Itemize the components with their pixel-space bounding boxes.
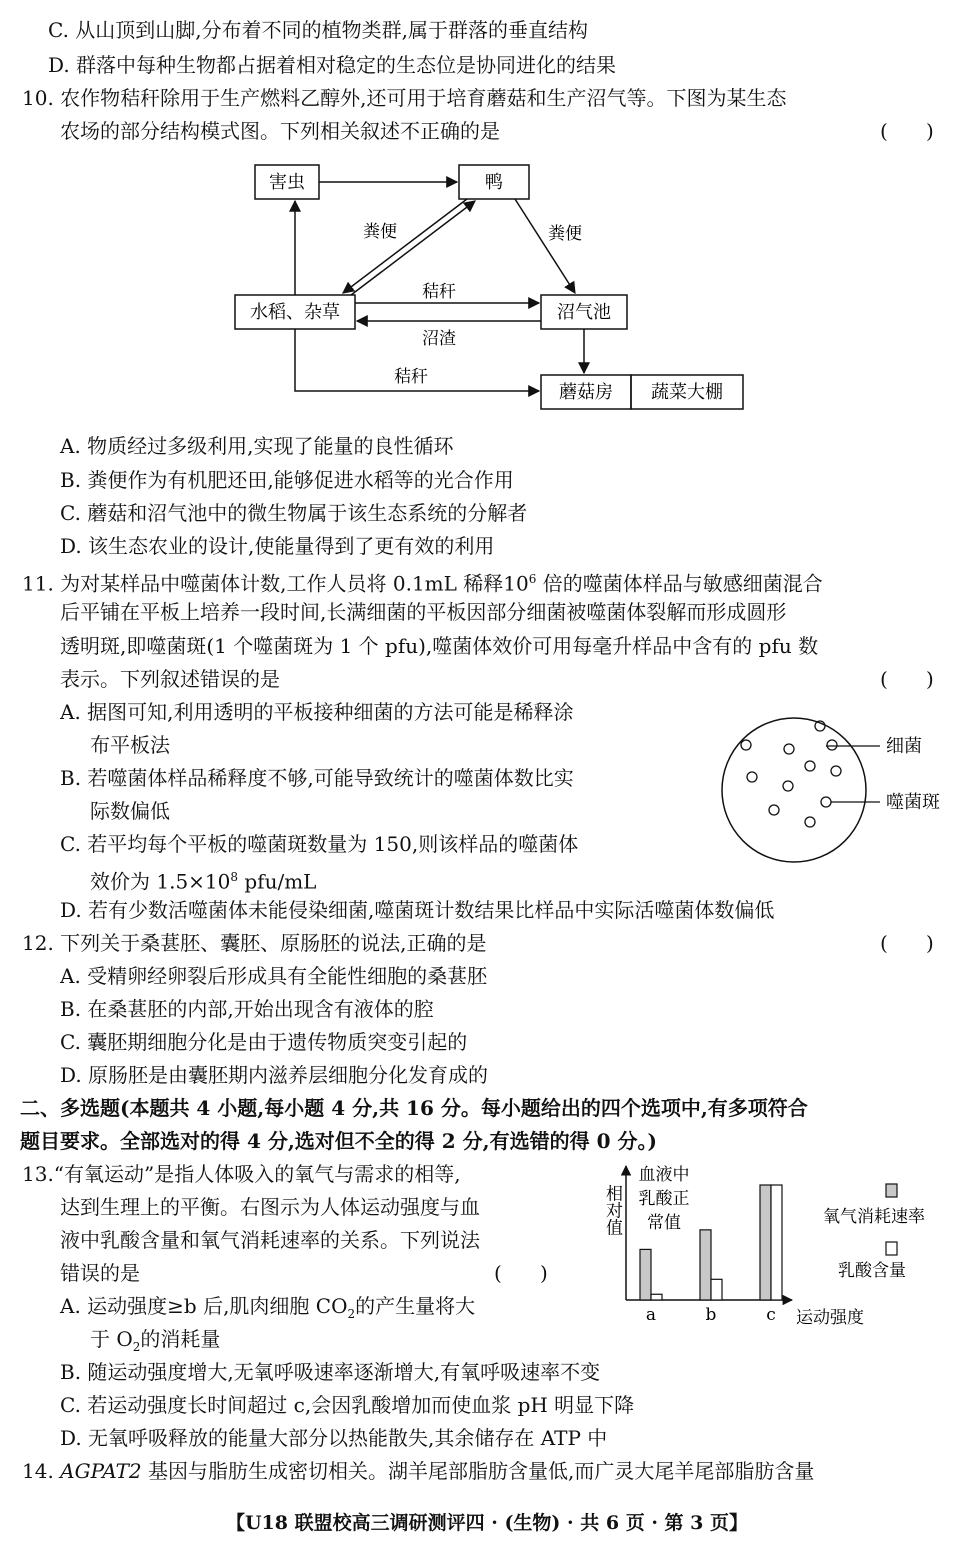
q11-option-a-line1: A. 据图可知,利用透明的平板接种细菌的方法可能是稀释涂 — [60, 700, 574, 724]
arrow-duck-biogas — [515, 199, 575, 293]
label-feces-left: 粪便 — [363, 222, 397, 242]
q11-stem-line4: 表示。下列叙述错误的是 — [60, 667, 280, 691]
label-plaque: 噬菌斑 — [886, 792, 940, 813]
q11-option-b-line2: 际数偏低 — [90, 799, 170, 823]
q13-option-a-line2: 于 $O_2$的消耗量 — [90, 1327, 221, 1354]
node-mushroom: 蘑菇房 — [559, 382, 613, 403]
bar-oxygen-c — [760, 1185, 771, 1300]
q12-answer-paren: ( ) — [880, 931, 934, 955]
q10-option-c: C. 蘑菇和沼气池中的微生物属于该生态系统的分解者 — [60, 501, 528, 525]
label-feces-right: 粪便 — [548, 224, 582, 244]
q13-option-b: B. 随运动强度增大,无氧呼吸速率逐渐增大,有氧呼吸速率不变 — [60, 1360, 601, 1384]
label-straw-top: 秸秆 — [422, 282, 456, 302]
q13-bar-chart — [592, 1160, 962, 1335]
q11-answer-paren: ( ) — [880, 667, 934, 691]
q11-plate-figure — [712, 700, 962, 880]
bar-lactate-c — [771, 1185, 782, 1300]
reference-label-line1: 血液中 — [638, 1165, 690, 1185]
q11-stem-line1: 11. 为对某样品中噬菌体计数,工作人员将 0.1mL 稀释$10^6$ 倍的噬菌体样品与敏感细菌混合 — [22, 571, 823, 596]
q10-ecosystem-diagram — [225, 155, 755, 415]
q13-stem-line4: 错误的是 — [60, 1261, 140, 1285]
q12-option-d: D. 原肠胚是由囊胚期内滋养层细胞分化发育成的 — [60, 1063, 489, 1087]
x-tick-b: b — [705, 1305, 717, 1325]
x-axis-label: 运动强度 — [796, 1308, 864, 1328]
arrow-duck-rice — [343, 199, 467, 293]
q11-option-c-line1: C. 若平均每个平板的噬菌斑数量为 150,则该样品的噬菌体 — [60, 832, 579, 856]
q11-stem-line3: 透明斑,即噬菌斑(1 个噬菌斑为 1 个 pfu),噬菌体效价可用每毫升样品中含有的 pfu 数 — [60, 634, 819, 658]
q13-stem-line2: 达到生理上的平衡。右图示为人体运动强度与血 — [60, 1195, 480, 1219]
q10-option-b: B. 粪便作为有机肥还田,能够促进水稻等的光合作用 — [60, 468, 514, 492]
q10-option-d: D. 该生态农业的设计,使能量得到了更有效的利用 — [60, 534, 495, 558]
plaque — [783, 781, 793, 791]
plaque — [747, 772, 757, 782]
bar-oxygen-a — [640, 1249, 651, 1300]
q14-stem-line1: 14. AGPAT2 基因与脂肪生成密切相关。湖羊尾部脂肪含量低,而广灵大尾羊尾部脂肪含量 — [22, 1459, 815, 1483]
q13-stem-line1: 13.“有氧运动”是指人体吸入的氧气与需求的相等, — [22, 1162, 461, 1186]
x-tick-c: c — [766, 1305, 776, 1325]
section2-header-line2: 题目要求。全部选对的得 4 分,选对但不全的得 2 分,有选错的得 0 分。) — [20, 1129, 657, 1153]
label-straw-bottom: 秸秆 — [394, 367, 428, 387]
q9-option-d: D. 群落中每种生物都占据着相对稳定的生态位是协同进化的结果 — [48, 53, 617, 77]
q11-option-b-line1: B. 若噬菌体样品稀释度不够,可能导致统计的噬菌体数比实 — [60, 766, 574, 790]
label-residue: 沼渣 — [422, 329, 456, 349]
plaque — [805, 761, 815, 771]
q10-stem-line1: 10. 农作物秸秆除用于生产燃料乙醇外,还可用于培育蘑菇和生产沼气等。下图为某生态 — [22, 86, 787, 110]
node-biogas: 沼气池 — [557, 302, 611, 323]
node-pest: 害虫 — [269, 172, 305, 193]
reference-label-line2: 乳酸正 — [638, 1189, 690, 1209]
node-greenhouse: 蔬菜大棚 — [651, 382, 723, 403]
x-tick-a: a — [645, 1305, 657, 1325]
plaque — [741, 740, 751, 750]
bar-oxygen-b — [700, 1230, 711, 1300]
q12-stem: 12. 下列关于桑葚胚、囊胚、原肠胚的说法,正确的是 — [22, 931, 487, 955]
label-bacteria: 细菌 — [886, 736, 922, 757]
legend-lactate: 乳酸含量 — [838, 1261, 906, 1281]
q10-answer-paren: ( ) — [880, 119, 934, 143]
q9-option-c: C. 从山顶到山脚,分布着不同的植物类群,属于群落的垂直结构 — [48, 18, 589, 42]
section2-header-line1: 二、多选题(本题共 4 小题,每小题 4 分,共 16 分。每小题给出的四个选项中,有多项符合 — [20, 1096, 808, 1120]
q12-option-c: C. 囊胚期细胞分化是由于遗传物质突变引起的 — [60, 1030, 468, 1054]
q12-option-b: B. 在桑葚胚的内部,开始出现含有液体的腔 — [60, 997, 434, 1021]
plaque — [821, 797, 831, 807]
q13-option-c: C. 若运动强度长时间超过 c,会因乳酸增加而使血浆 pH 明显下降 — [60, 1393, 635, 1417]
q13-option-a-line1: A. 运动强度≥b 后,肌肉细胞 $CO_2$的产生量将大 — [60, 1294, 476, 1321]
q13-answer-paren: ( ) — [494, 1261, 548, 1285]
legend-swatch-lactate — [886, 1242, 897, 1255]
bar-lactate-b — [711, 1279, 722, 1300]
node-duck: 鸭 — [485, 172, 503, 193]
petri-dish — [722, 718, 866, 862]
legend-oxygen: 氧气消耗速率 — [823, 1207, 925, 1227]
q13-stem-line3: 液中乳酸含量和氧气消耗速率的关系。下列说法 — [60, 1228, 480, 1252]
plaque — [831, 766, 841, 776]
legend-swatch-oxygen — [886, 1184, 897, 1197]
arrow-rice-duck — [351, 201, 475, 295]
q11-stem-line2: 后平铺在平板上培养一段时间,长满细菌的平板因部分细菌被噬菌体裂解而形成圆形 — [60, 600, 787, 624]
reference-label-line3: 常值 — [647, 1213, 681, 1233]
page-footer: 【U18 联盟校高三调研测评四 · (生物) · 共 6 页 · 第 3 页】 — [225, 1512, 749, 1534]
plaque — [827, 740, 837, 750]
q13-option-d: D. 无氧呼吸释放的能量大部分以热能散失,其余储存在 ATP 中 — [60, 1426, 608, 1450]
q10-option-a: A. 物质经过多级利用,实现了能量的良性循环 — [60, 434, 454, 458]
bar-lactate-a — [651, 1294, 662, 1300]
q11-option-a-line2: 布平板法 — [90, 733, 170, 757]
q11-option-c-line2: 效价为 $1.5\times 10^8$ pfu/mL — [90, 869, 317, 894]
plaque — [784, 744, 794, 754]
y-axis-label: 相对值 — [602, 1184, 622, 1236]
node-rice: 水稻、杂草 — [250, 302, 340, 323]
q12-option-a: A. 受精卵经卵裂后形成具有全能性细胞的桑葚胚 — [60, 964, 488, 988]
plaque — [769, 805, 779, 815]
plaque — [805, 817, 815, 827]
q10-stem-line2: 农场的部分结构模式图。下列相关叙述不正确的是 — [60, 119, 500, 143]
q11-option-d: D. 若有少数活噬菌体未能侵染细菌,噬菌斑计数结果比样品中实际活噬菌体数偏低 — [60, 898, 775, 922]
